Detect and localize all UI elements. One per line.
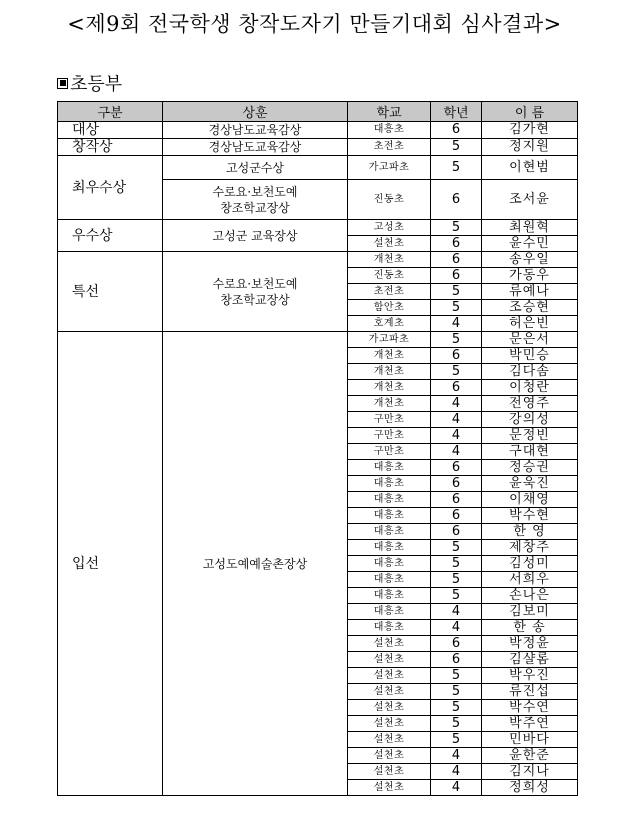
school-cell: 구만초 [348, 428, 431, 444]
school-cell: 구만초 [348, 444, 431, 460]
prize-cell: 고성군 교육장상 [163, 220, 348, 252]
student-name-cell: 이현범 [482, 156, 578, 180]
student-name-cell: 박우진 [482, 668, 578, 684]
grade-cell: 5 [431, 220, 482, 236]
student-name-cell: 민바다 [482, 732, 578, 748]
grade-cell: 6 [431, 180, 482, 220]
student-name-cell: 최원혁 [482, 220, 578, 236]
school-cell: 설천초 [348, 684, 431, 700]
school-cell: 설천초 [348, 700, 431, 716]
grade-cell: 5 [431, 732, 482, 748]
student-name-cell: 정희성 [482, 780, 578, 796]
table-header-row [58, 102, 578, 122]
grade-cell: 4 [431, 764, 482, 780]
grade-cell: 5 [431, 700, 482, 716]
header-prize: 상훈 [163, 102, 348, 122]
school-cell: 대흥초 [348, 540, 431, 556]
grade-cell: 4 [431, 396, 482, 412]
grade-cell: 5 [431, 684, 482, 700]
award-category-cell: 우수상 [58, 220, 163, 252]
school-cell: 대흥초 [348, 604, 431, 620]
table-row [58, 332, 578, 348]
student-name-cell: 문은서 [482, 332, 578, 348]
page-title: <제9회 전국학생 창작도자기 만들기대회 심사결과> [67, 12, 562, 36]
school-cell: 개천초 [348, 348, 431, 364]
school-cell: 설천초 [348, 236, 431, 252]
grade-cell: 6 [431, 236, 482, 252]
school-cell: 설천초 [348, 668, 431, 684]
school-cell: 설천초 [348, 652, 431, 668]
student-name-cell: 허은빈 [482, 316, 578, 332]
student-name-cell: 박정윤 [482, 636, 578, 652]
school-cell: 설천초 [348, 636, 431, 652]
grade-cell: 6 [431, 652, 482, 668]
grade-cell: 6 [431, 252, 482, 268]
grade-cell: 5 [431, 556, 482, 572]
student-name-cell: 김샬롬 [482, 652, 578, 668]
student-name-cell: 류예나 [482, 284, 578, 300]
student-name-cell: 김지나 [482, 764, 578, 780]
student-name-cell: 송우일 [482, 252, 578, 268]
header-school: 학교 [348, 102, 431, 122]
school-cell: 개천초 [348, 252, 431, 268]
header-name: 이 름 [482, 102, 578, 122]
grade-cell: 5 [431, 364, 482, 380]
student-name-cell: 윤욱진 [482, 476, 578, 492]
award-category-cell: 창작상 [58, 139, 163, 156]
school-cell: 고성초 [348, 220, 431, 236]
grade-cell: 5 [431, 284, 482, 300]
grade-cell: 5 [431, 716, 482, 732]
award-category-cell: 특선 [58, 252, 163, 332]
prize-cell: 고성도예예술촌장상 [163, 332, 348, 796]
prize-cell: 수로요·보천도예 창조학교장상 [163, 180, 348, 220]
student-name-cell: 가동우 [482, 268, 578, 284]
grade-cell: 4 [431, 620, 482, 636]
grade-cell: 6 [431, 636, 482, 652]
school-cell: 진동초 [348, 180, 431, 220]
school-cell: 초전초 [348, 139, 431, 156]
student-name-cell: 이채영 [482, 492, 578, 508]
grade-cell: 4 [431, 444, 482, 460]
table-row [58, 252, 578, 268]
student-name-cell: 김성미 [482, 556, 578, 572]
student-name-cell: 한 영 [482, 524, 578, 540]
section-label: 초등부 [70, 74, 123, 95]
student-name-cell: 조서윤 [482, 180, 578, 220]
school-cell: 설천초 [348, 716, 431, 732]
school-cell: 개천초 [348, 396, 431, 412]
header-category: 구분 [58, 102, 163, 122]
student-name-cell: 박민승 [482, 348, 578, 364]
school-cell: 설천초 [348, 732, 431, 748]
grade-cell: 4 [431, 748, 482, 764]
school-cell: 가고파초 [348, 156, 431, 180]
school-cell: 구만초 [348, 412, 431, 428]
grade-cell: 5 [431, 540, 482, 556]
prize-cell: 경상남도교육감상 [163, 122, 348, 139]
student-name-cell: 박주연 [482, 716, 578, 732]
award-category-cell: 최우수상 [58, 156, 163, 220]
award-category-cell: 대상 [58, 122, 163, 139]
school-cell: 대흥초 [348, 620, 431, 636]
school-cell: 대흥초 [348, 122, 431, 139]
school-cell: 설천초 [348, 780, 431, 796]
student-name-cell: 김보미 [482, 604, 578, 620]
prize-cell: 고성군수상 [163, 156, 348, 180]
school-cell: 대흥초 [348, 572, 431, 588]
prize-cell: 수로요·보천도예 창조학교장상 [163, 252, 348, 332]
grade-cell: 5 [431, 588, 482, 604]
results-table [57, 101, 578, 796]
results-body [58, 122, 578, 796]
student-name-cell: 문정빈 [482, 428, 578, 444]
student-name-cell: 조승현 [482, 300, 578, 316]
school-cell: 개천초 [348, 380, 431, 396]
school-cell: 대흥초 [348, 492, 431, 508]
school-cell: 개천초 [348, 364, 431, 380]
grade-cell: 5 [431, 668, 482, 684]
school-cell: 대흥초 [348, 476, 431, 492]
table-row [58, 156, 578, 180]
school-cell: 대흥초 [348, 588, 431, 604]
student-name-cell: 이청란 [482, 380, 578, 396]
student-name-cell: 제창주 [482, 540, 578, 556]
student-name-cell: 서희우 [482, 572, 578, 588]
school-cell: 가고파초 [348, 332, 431, 348]
school-cell: 진동초 [348, 268, 431, 284]
grade-cell: 4 [431, 604, 482, 620]
student-name-cell: 박수연 [482, 700, 578, 716]
grade-cell: 5 [431, 332, 482, 348]
award-category-cell: 입선 [58, 332, 163, 796]
student-name-cell: 류진섭 [482, 684, 578, 700]
student-name-cell: 윤한준 [482, 748, 578, 764]
student-name-cell: 한 송 [482, 620, 578, 636]
grade-cell: 6 [431, 492, 482, 508]
table-row [58, 139, 578, 156]
grade-cell: 6 [431, 122, 482, 139]
school-cell: 함안초 [348, 300, 431, 316]
school-cell: 초전초 [348, 284, 431, 300]
prize-cell: 경상남도교육감상 [163, 139, 348, 156]
grade-cell: 6 [431, 476, 482, 492]
filled-square-icon [57, 78, 68, 89]
grade-cell: 6 [431, 524, 482, 540]
header-grade: 학년 [431, 102, 482, 122]
table-row [58, 122, 578, 139]
table-row [58, 220, 578, 236]
grade-cell: 5 [431, 156, 482, 180]
student-name-cell: 박수현 [482, 508, 578, 524]
student-name-cell: 손나은 [482, 588, 578, 604]
school-cell: 설천초 [348, 748, 431, 764]
section-heading [57, 70, 122, 96]
grade-cell: 5 [431, 572, 482, 588]
school-cell: 대흥초 [348, 524, 431, 540]
grade-cell: 6 [431, 380, 482, 396]
grade-cell: 5 [431, 139, 482, 156]
school-cell: 대흥초 [348, 508, 431, 524]
school-cell: 대흥초 [348, 556, 431, 572]
student-name-cell: 정승권 [482, 460, 578, 476]
student-name-cell: 김가현 [482, 122, 578, 139]
student-name-cell: 강의성 [482, 412, 578, 428]
grade-cell: 5 [431, 300, 482, 316]
school-cell: 호계초 [348, 316, 431, 332]
student-name-cell: 전영주 [482, 396, 578, 412]
student-name-cell: 윤수민 [482, 236, 578, 252]
school-cell: 설천초 [348, 764, 431, 780]
grade-cell: 6 [431, 460, 482, 476]
grade-cell: 4 [431, 780, 482, 796]
student-name-cell: 김다솜 [482, 364, 578, 380]
grade-cell: 6 [431, 268, 482, 284]
school-cell: 대흥초 [348, 460, 431, 476]
grade-cell: 4 [431, 412, 482, 428]
grade-cell: 6 [431, 348, 482, 364]
grade-cell: 6 [431, 508, 482, 524]
grade-cell: 4 [431, 316, 482, 332]
student-name-cell: 정지원 [482, 139, 578, 156]
grade-cell: 4 [431, 428, 482, 444]
student-name-cell: 구대현 [482, 444, 578, 460]
